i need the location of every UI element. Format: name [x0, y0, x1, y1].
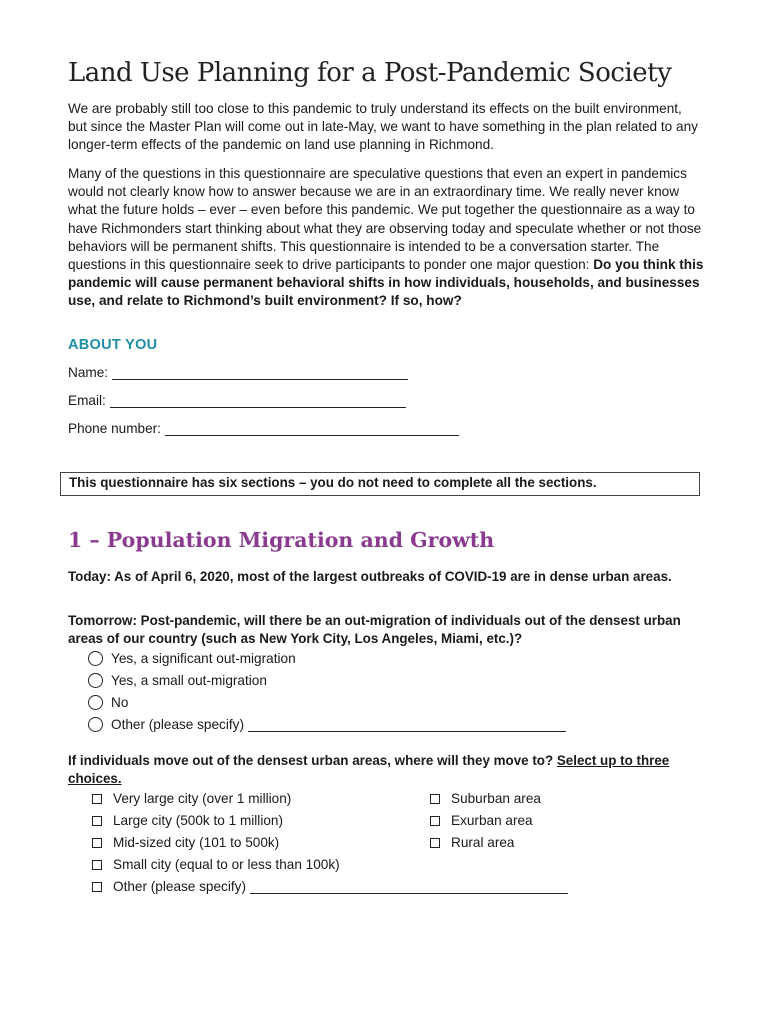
radio-circle-icon[interactable]: [88, 717, 103, 732]
about-you-heading: ABOUT YOU: [68, 337, 158, 353]
phone-label: Phone number:: [68, 421, 161, 436]
checkbox-label: Suburban area: [451, 791, 541, 806]
checkbox-small-city[interactable]: [92, 857, 340, 872]
checkbox-other-specify-field[interactable]: [250, 880, 568, 894]
checkbox-suburban-area[interactable]: [430, 791, 541, 806]
section-1-title: 1 – Population Migration and Growth: [68, 528, 495, 552]
move-question-text: If individuals move out of the densest urban areas, where will they move to?: [68, 753, 557, 768]
checkbox-very-large-city[interactable]: [92, 791, 291, 806]
checkbox-label: Mid-sized city (101 to 500k): [113, 835, 280, 850]
checkbox-label: Small city (equal to or less than 100k): [113, 857, 340, 872]
email-label: Email:: [68, 393, 106, 408]
radio-circle-icon[interactable]: [88, 651, 103, 666]
checkbox-icon[interactable]: [430, 794, 440, 804]
intro-key-question: Do you think this pandemic will cause permanent behavioral shifts in how individuals, households, and businesses use, and relate to Richmond’s built environment? If so, how?: [68, 257, 704, 309]
intro-paragraph-2-text: Many of the questions in this questionnaire are speculative questions that even an expert in pandemics would not clearly know how to answer because we are in an extraordinary time. We really never know what the future holds – ever – even before this pandemic. We put together the questionnaire as a way to have Richmonders start thinking about what they are observing today and speculate whether or not those behaviors will be permanent shifts. This questionnaire is intended to be a conversation starter. The questions in this questionnaire seek to drive participants to ponder one major question:: [68, 166, 702, 273]
move-destination-question: [68, 752, 704, 788]
checkbox-other[interactable]: [92, 879, 568, 894]
sections-notice-box: This questionnaire has six sections – you do not need to complete all the sections.: [60, 472, 700, 496]
checkbox-icon[interactable]: [92, 794, 102, 804]
name-field-row: [68, 365, 408, 380]
phone-field[interactable]: [165, 421, 459, 436]
checkbox-exurban-area[interactable]: [430, 813, 533, 828]
radio-label: Yes, a significant out-migration: [111, 651, 296, 666]
checkbox-label: Other (please specify): [113, 879, 246, 894]
checkbox-icon[interactable]: [92, 860, 102, 870]
radio-label: Other (please specify): [111, 717, 244, 732]
radio-circle-icon[interactable]: [88, 673, 103, 688]
radio-option-significant[interactable]: [88, 651, 296, 666]
checkbox-label: Large city (500k to 1 million): [113, 813, 283, 828]
radio-circle-icon[interactable]: [88, 695, 103, 710]
phone-field-row: [68, 421, 459, 436]
email-field-row: [68, 393, 406, 408]
checkbox-label: Exurban area: [451, 813, 533, 828]
email-field[interactable]: [110, 393, 406, 408]
checkbox-label: Very large city (over 1 million): [113, 791, 292, 806]
radio-label: No: [111, 695, 129, 710]
name-field[interactable]: [112, 365, 408, 380]
radio-option-other[interactable]: [88, 717, 566, 732]
tomorrow-question: Tomorrow: Post-pandemic, will there be an out-migration of individuals out of the densest urban areas of our country (such as New York City, Los Angeles, Miami, etc.)?: [68, 613, 681, 646]
radio-option-no[interactable]: [88, 695, 128, 710]
checkbox-large-city[interactable]: [92, 813, 283, 828]
name-label: Name:: [68, 365, 109, 380]
radio-option-small[interactable]: [88, 673, 267, 688]
checkbox-icon[interactable]: [92, 838, 102, 848]
radio-other-specify-field[interactable]: [248, 718, 566, 732]
checkbox-icon[interactable]: [430, 816, 440, 826]
checkbox-icon[interactable]: [92, 816, 102, 826]
intro-paragraph-1: We are probably still too close to this pandemic to truly understand its effects on the built environment, but since the Master Plan will come out in late-May, we want to have something in the plan related to any longer-term effects of the pandemic on land use planning in Richmond.: [68, 101, 698, 153]
today-statement: Today: As of April 6, 2020, most of the largest outbreaks of COVID-19 are in dense urban areas.: [68, 569, 672, 584]
checkbox-label: Rural area: [451, 835, 515, 850]
checkbox-rural-area[interactable]: [430, 835, 514, 850]
radio-label: Yes, a small out-migration: [111, 673, 267, 688]
checkbox-mid-sized-city[interactable]: [92, 835, 279, 850]
page-title: Land Use Planning for a Post-Pandemic Society: [68, 58, 672, 88]
checkbox-icon[interactable]: [430, 838, 440, 848]
checkbox-icon[interactable]: [92, 882, 102, 892]
move-question-instruction: Select up to three choices.: [68, 753, 670, 786]
intro-paragraph-2: [68, 165, 704, 311]
